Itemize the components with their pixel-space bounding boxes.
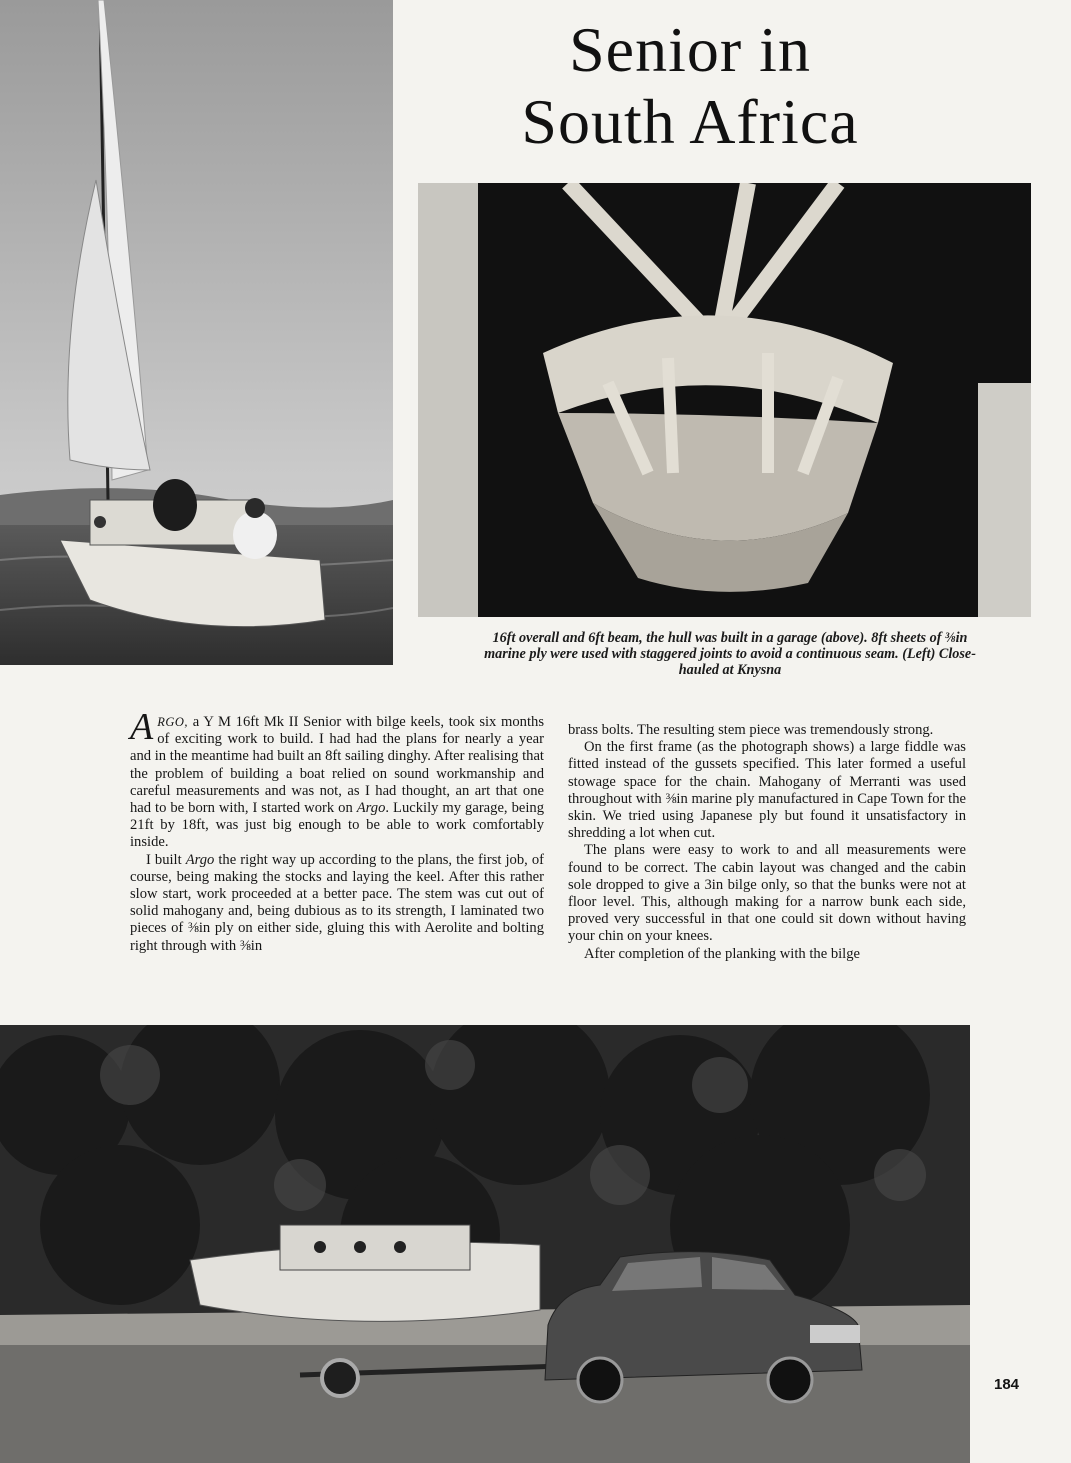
article-column-1 <box>130 706 544 955</box>
paragraph-2 <box>130 852 544 955</box>
paragraph-4: On the first frame (as the photograph shows) a large fiddle was fitted instead of the gussets specified. This later formed a useful stowage space for the chain. Mahogany of Merranti was used throughout with ⅜in marine ply manufactured in Cape Town for the skin. We tried using Japanese ply but found it unsatisfactory in shredding a lot when cut. <box>568 739 966 842</box>
drop-cap: A <box>130 706 154 748</box>
paragraph-2-start: I built <box>146 851 186 868</box>
photo-sailing-boat <box>0 0 393 665</box>
paragraph-5: The plans were easy to work to and all measurements were found to be correct. The cabin layout was changed and the cabin sole dropped to give a 3in bilge only, so that the bunks were not at floor level. This, although making for a narrow bunk each side, proved very successful in that one could sit down without having your chin on your knees. <box>568 842 966 945</box>
article-title <box>440 14 940 158</box>
boat-name: Argo <box>185 851 215 868</box>
title-line-2: South Africa <box>521 86 859 157</box>
article-column-2 <box>568 722 966 963</box>
paragraph-1-end: . Luckily my garage, being 21ft by 18ft, was just big enough to be able to work comfortably inside. <box>130 800 544 851</box>
page-number: 184 <box>994 1376 1020 1393</box>
paragraph-2-text: the right way up according to the plans, the first job, of course, being making the stocks and laying the keel. After this rather slow start, work proceeded at a better pace. The stem was cut out of solid mahogany and, being dubious as to its strength, I laminated two pieces of ⅜in ply on either side, gluing this with Aerolite and bolting right through with ⅜in <box>130 851 544 954</box>
photo-hull-in-garage <box>418 183 1031 617</box>
boat-name: Argo <box>356 800 386 817</box>
photo-boat-on-trailer <box>0 1025 970 1463</box>
paragraph-1-text: a Y M 16ft Mk II Senior with bilge keels, took six months of exciting work to build. I had had the plans for nearly a year and in the meantime had built an 8ft sailing dinghy. After realising that the problem of building a boat relied on sound workmanship and careful measurements and was not, as I had thought, an art that one had to be born with, I started work on <box>130 714 544 817</box>
title-line-1: Senior in <box>569 14 811 85</box>
paragraph-3: brass bolts. The resulting stem piece was tremendously strong. <box>568 722 934 738</box>
photo-caption: 16ft overall and 6ft beam, the hull was built in a garage (above). 8ft sheets of ⅜in marine ply were used with staggered joints to avoid a continuous seam. (Left) Close-hauled at Knysna <box>484 630 976 678</box>
lead-word: RGO, <box>157 715 189 729</box>
paragraph-1 <box>130 706 544 852</box>
paragraph-6: After completion of the planking with the bilge <box>584 945 860 962</box>
